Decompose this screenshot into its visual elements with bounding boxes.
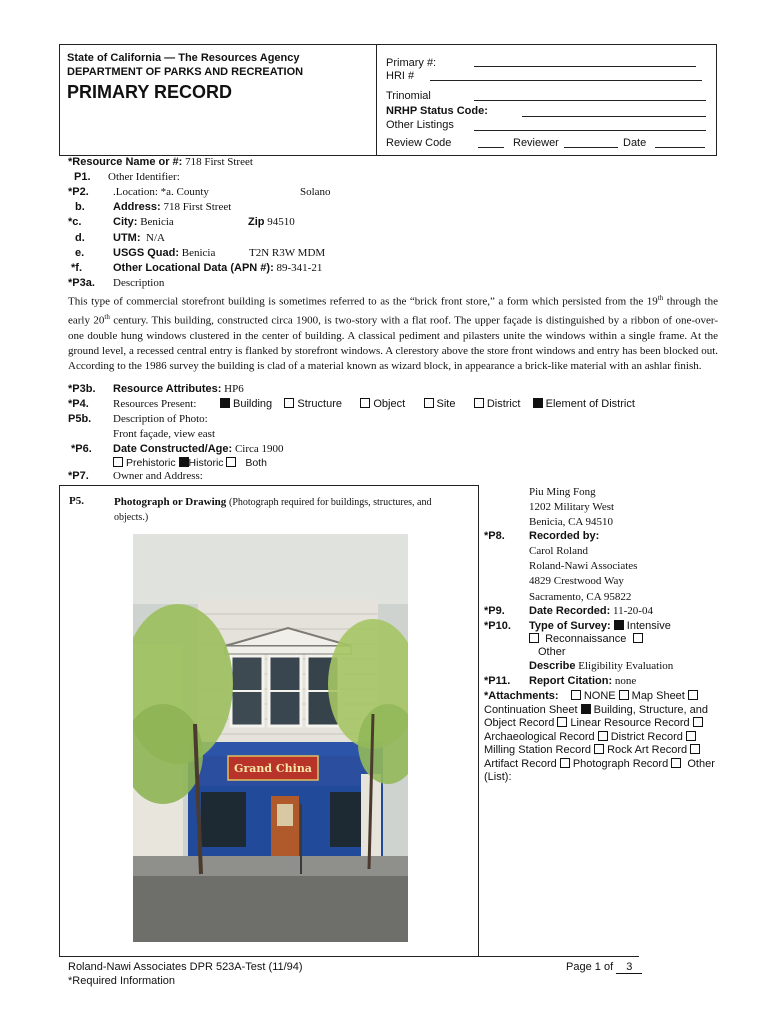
p11-value: none [614,675,637,687]
other-listings-field[interactable] [474,130,706,131]
owner-name: Piu Ming Fong [529,486,596,498]
p4-code: *P4. [68,398,89,410]
date-constructed-row [113,443,284,455]
recorded-line: Sacramento, CA 95822 [529,590,632,603]
p3a-code: *P3a. [68,277,95,289]
p1-code: P1. [74,171,91,183]
survey-other-label[interactable]: Other [538,646,566,658]
address-row [113,201,231,213]
p3b-value: HP6 [224,383,244,395]
age-both-label: Both [245,457,267,469]
survey-intensive[interactable] [614,620,671,632]
checkbox-icon [690,744,700,754]
p2-code: *P2. [68,186,89,198]
owner-street: 1202 Military West [529,501,615,514]
footer-rule [59,956,639,957]
p9-value: 11-20-04 [613,605,653,617]
checkbox-checked-icon [220,398,230,408]
attach-none-label: NONE [583,690,616,702]
present-building-label: Building [233,398,273,410]
reviewer-field[interactable] [564,147,618,148]
address-value: 718 First Street [163,201,232,213]
describe-value: Eligibility Evaluation [578,660,674,672]
attach-artifact-label: Artifact Record [484,757,557,770]
photo-note: (Photograph required for buildings, structures, and objects.) [114,497,432,523]
description-part-2: through the early 20 [68,295,718,327]
footer-required: *Required Information [68,975,176,987]
photo-caption [114,495,454,525]
p11-code: *P11. [484,675,511,687]
present-object-label: Object [373,398,406,410]
recorded-by-lines [529,544,637,605]
attach-photograph-label: Photograph Record [572,757,669,770]
p3b-label: Resource Attributes: [113,383,222,395]
age-both[interactable] [226,457,266,469]
checkbox-checked-icon [614,620,624,630]
p7-label: Owner and Address: [113,470,203,482]
utm-row [113,232,165,244]
apn-row [113,262,322,274]
attach-linear-label: Linear Resource Record [570,717,690,729]
p10-code: *P10. [484,620,511,632]
present-object[interactable] [360,398,405,410]
p4-label: Resources Present: [113,398,197,410]
zip-label: Zip [248,216,265,228]
utm-label: UTM: [113,232,141,244]
nrhp-label: NRHP Status Code: [386,105,488,117]
date-field[interactable] [655,147,705,148]
checkbox-icon [686,731,696,741]
present-site[interactable] [424,398,456,410]
attach-continuation-label: Continuation Sheet [484,703,578,716]
f-code: *f. [71,262,82,274]
checkbox-icon [693,717,703,727]
attach-district-label: District Record [610,730,683,743]
p9-label: Date Recorded: [529,605,611,617]
review-code-field[interactable] [478,147,504,148]
description-text [68,291,718,374]
attach-map-sheet-label: Map Sheet [631,690,685,702]
header-box [59,44,717,156]
primary-field[interactable] [474,66,696,67]
checkbox-icon [571,690,581,700]
e-code: e. [75,247,85,259]
age-prehistoric[interactable] [113,457,176,469]
p11-label: Report Citation: [529,675,613,687]
address-label: Address: [113,201,161,213]
page-total: 3 [616,961,642,974]
p5b-label: Description of Photo: [113,413,208,425]
checkbox-icon [633,633,643,643]
attach-none[interactable] [571,690,616,702]
c-code: *c. [68,216,82,228]
city-value: Benicia [140,216,174,228]
checkbox-icon [619,690,629,700]
p6-code: *P6. [71,443,92,455]
survey-reconnaissance-label: Reconnaissance [545,633,627,645]
trinomial-label: Trinomial [386,90,431,102]
agency-line: State of California — The Resources Agency [67,52,300,64]
building-photo-image [133,534,408,942]
recorded-line: 4829 Crestwood Way [529,575,624,588]
present-structure[interactable] [284,398,342,410]
p10-label: Type of Survey: [529,620,611,632]
attach-archaeological-label: Archaeological Record [484,730,595,743]
page-title: PRIMARY RECORD [67,82,233,102]
attach-rock-art[interactable] [594,744,687,756]
checkbox-icon [226,457,236,467]
county-value: Solano [300,186,331,198]
present-building[interactable] [220,398,272,410]
trinomial-field[interactable] [474,100,706,101]
checkbox-checked-icon [533,398,543,408]
p8-label: Recorded by: [529,530,600,542]
photo-box [59,485,479,957]
checkbox-icon [598,731,608,741]
attachments-label: *Attachments: [484,690,559,702]
checkbox-icon [557,717,567,727]
present-district[interactable] [474,398,521,410]
city-label: City: [113,216,138,228]
present-site-label: Site [436,398,456,410]
checkbox-icon [113,457,123,467]
checkbox-icon [529,633,539,643]
p6-label: Date Constructed/Age: [113,443,233,455]
zip-row [248,216,295,228]
apn-value: 89-341-21 [276,262,323,274]
survey-type-row [529,620,671,632]
owner-address [529,485,614,531]
resource-name-value: 718 First Street [185,156,253,168]
hri-label: HRI # [386,70,415,82]
owner-city: Benicia, CA 94510 [529,516,614,529]
attach-other-list: Other (List): [484,757,715,783]
checkbox-icon [688,690,698,700]
page-number [566,961,642,973]
report-citation-row [529,675,636,687]
present-element[interactable] [533,398,635,410]
checkbox-checked-icon [581,704,591,714]
footer-form-id: Roland-Nawi Associates DPR 523A-Test (11/94) [68,961,303,973]
attach-milling-label: Milling Station Record [484,744,591,756]
page-current: 1 [594,961,601,973]
page-prefix: Page [566,961,592,973]
trs-value: T2N R3W MDM [249,247,326,259]
resource-name-row [68,156,253,168]
resource-name-label: *Resource Name or #: [68,156,183,168]
p5-code: P5. [69,495,84,507]
description-part-3: century. This building, constructed circa 1900, is two-story with a flat roof. The upper façade is distinguished by a ribbon of one-over-one double hung windows clustered in the center of building. A classical pediment and pilasters unite the windows within a single frame. At the ground level, a recessed central entry is flanked by storefront windows. A clerestory above the store front windows and entry has been blocked out. According to the 1986 survey the building is clad of a material known as wizard block, in appearance a brick-like material with an ashlar finish. [68,314,718,373]
description-sup-1: th [657,294,664,302]
p1-label: Other Identifier: [108,171,180,183]
photo-label: Photograph or Drawing [114,496,227,508]
quad-label: USGS Quad: [113,247,180,259]
page-of: of [603,961,614,973]
attach-building-label: Building, Structure, and Object Record [484,703,708,729]
age-historic-label: Historic [188,457,224,469]
other-listings-label: Other Listings [386,119,454,131]
attach-rock-art-label: Rock Art Record [607,744,688,756]
city-row [113,216,174,228]
checkbox-icon [360,398,370,408]
p3a-label: Description [113,277,165,289]
attach-district[interactable] [598,731,683,743]
quad-value: Benicia [181,247,216,259]
nrhp-field[interactable] [522,116,706,117]
p3b-code: *P3b. [68,383,96,395]
age-historic[interactable] [179,457,224,469]
age-prehistoric-label: Prehistoric [126,457,176,469]
checkbox-icon [424,398,434,408]
p8-code: *P8. [484,530,505,542]
department-line: DEPARTMENT OF PARKS AND RECREATION [67,66,304,78]
checkbox-icon [284,398,294,408]
primary-label: Primary #: [386,57,437,69]
p9-code: *P9. [484,605,505,617]
description-sup-2: th [104,312,110,321]
resources-present-list [220,398,635,410]
present-element-label: Element of District [545,398,635,410]
quad-row [113,247,215,259]
describe-label: Describe [529,660,576,672]
checkbox-checked-icon [179,457,189,467]
p6-value: Circa 1900 [234,443,284,455]
attach-linear[interactable] [557,717,689,729]
sign-text: Grand China [234,762,312,775]
recorded-line: Carol Roland [529,545,588,557]
attach-map-sheet[interactable] [619,690,685,702]
p5b-value: Front façade, view east [113,428,216,440]
p7-code: *P7. [68,470,89,482]
review-code-label: Review Code [386,137,452,149]
describe-row [529,660,673,672]
checkbox-icon [560,758,570,768]
survey-intensive-label: Intensive [626,620,671,632]
utm-value: N/A [146,232,165,244]
present-structure-label: Structure [297,398,343,410]
recorded-line: Roland-Nawi Associates [529,560,638,573]
date-label: Date [623,137,647,149]
checkbox-icon [474,398,484,408]
attach-photograph[interactable] [560,758,668,770]
age-options [113,457,267,469]
attributes-row [113,383,244,395]
hri-field[interactable] [430,80,702,81]
header-left-panel [60,45,377,155]
survey-reconnaissance[interactable] [529,633,646,645]
checkbox-icon[interactable] [671,758,681,768]
date-recorded-row [529,605,653,617]
zip-value: 94510 [267,216,295,228]
p5b-code: P5b. [68,413,92,425]
present-district-label: District [486,398,521,410]
apn-label: Other Locational Data (APN #): [113,262,274,274]
p2-label: .Location: *a. County [113,186,209,198]
d-code: d. [75,232,85,244]
b-code: b. [75,201,85,213]
attachments-list [484,690,716,785]
checkbox-icon [594,744,604,754]
building-photo [133,534,408,942]
reviewer-label: Reviewer [513,137,559,149]
description-part-1: This type of commercial storefront building is sometimes referred to as the “brick front store,” a form which persisted from the 19 [68,295,658,308]
